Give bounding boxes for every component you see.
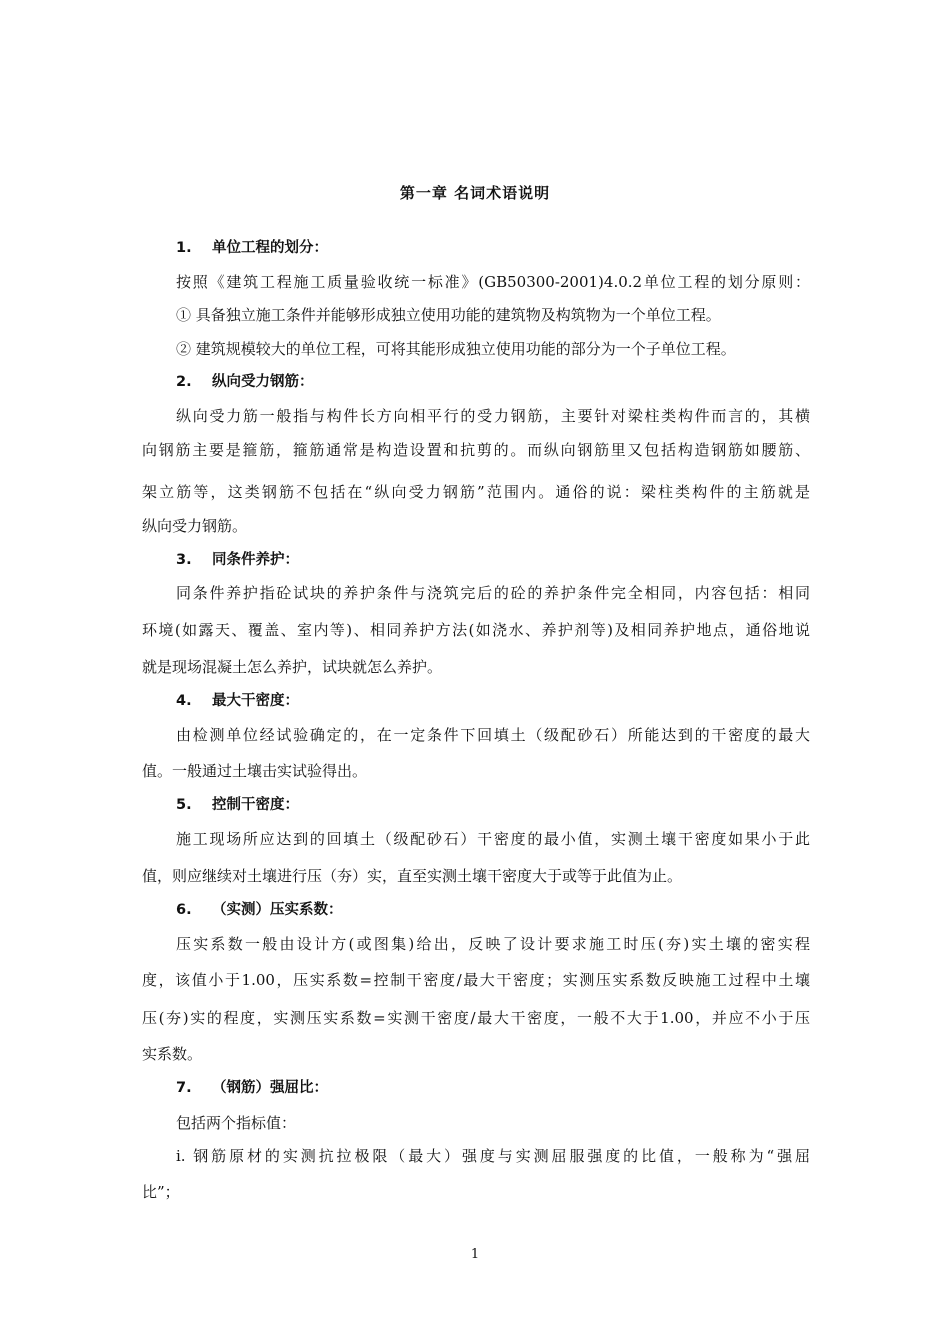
section-title: 同条件养护：	[212, 552, 299, 568]
section-title: 控制干密度：	[212, 797, 299, 813]
body-line: 架立筋等，这类钢筋不包括在“纵向受力钢筋”范围内。通俗的说：梁柱类构件的主筋就是	[142, 483, 810, 501]
body-line: 环境(如露天、覆盖、室内等)、相同养护方法(如浇水、养护剂等)及相同养护地点，通俗地说	[142, 621, 810, 639]
body-line: 就是现场混凝土怎么养护，试块就怎么养护。	[142, 658, 443, 676]
section-number: 4.	[176, 693, 192, 709]
section-heading-1	[176, 238, 328, 258]
section-number: 3.	[176, 552, 192, 568]
body-line: 包括两个指标值：	[176, 1114, 297, 1132]
body-line: 压(夯)实的程度，实测压实系数=实测干密度/最大干密度，一般不大于1.00，并应不小于压	[142, 1009, 810, 1027]
section-title: 单位工程的划分：	[212, 240, 328, 256]
section-heading-7	[176, 1078, 328, 1098]
body-line: 值。一般通过土壤击实试验得出。	[142, 762, 368, 780]
section-heading-3	[176, 550, 299, 570]
body-line: 纵向受力筋一般指与构件长方向相平行的受力钢筋，主要针对梁柱类构件而言的，其横	[176, 407, 810, 425]
body-line: 纵向受力钢筋。	[142, 517, 248, 535]
section-heading-4	[176, 691, 299, 711]
section-title: （钢筋）强屈比：	[212, 1080, 328, 1096]
body-line: 同条件养护指砼试块的养护条件与浇筑完后的砼的养护条件完全相同，内容包括：相同	[176, 584, 810, 602]
body-line: 度，该值小于1.00，压实系数=控制干密度/最大干密度；实测压实系数反映施工过程中土壤	[142, 971, 810, 989]
body-line: 由检测单位经试验确定的，在一定条件下回填土（级配砂石）所能达到的干密度的最大	[176, 726, 810, 744]
section-number: 5.	[176, 797, 192, 813]
section-number: 6.	[176, 902, 192, 918]
list-item: ① 具备独立施工条件并能够形成独立使用功能的建筑物及构筑物为一个单位工程。	[176, 306, 721, 324]
section-title: （实测）压实系数：	[212, 902, 343, 918]
body-line: 实系数。	[142, 1045, 203, 1063]
page-number: 1	[470, 1247, 480, 1262]
body-line: 向钢筋主要是箍筋，箍筋通常是构造设置和抗剪的。而纵向钢筋里又包括构造钢筋如腰筋、	[142, 441, 810, 459]
list-item: i. 钢筋原材的实测抗拉极限（最大）强度与实测屈服强度的比值，一般称为“强屈	[176, 1147, 810, 1165]
body-line: 比”；	[142, 1183, 180, 1201]
section-number: 2.	[176, 374, 192, 390]
section-title: 纵向受力钢筋：	[212, 374, 314, 390]
list-item: ② 建筑规模较大的单位工程，可将其能形成独立使用功能的部分为一个子单位工程。	[176, 340, 736, 358]
body-line: 按照《建筑工程施工质量验收统一标准》(GB50300-2001)4.0.2单位工程的划分原则：	[176, 273, 810, 291]
chapter-title: 第一章 名词术语说明	[399, 184, 551, 202]
section-title: 最大干密度：	[212, 693, 299, 709]
body-line: 施工现场所应达到的回填土（级配砂石）干密度的最小值，实测土壤干密度如果小于此	[176, 830, 810, 848]
body-line: 压实系数一般由设计方(或图集)给出，反映了设计要求施工时压(夯)实土壤的密实程	[176, 935, 810, 953]
body-line: 值，则应继续对土壤进行压（夯）实，直至实测土壤干密度大于或等于此值为止。	[142, 867, 683, 885]
section-heading-2	[176, 372, 314, 392]
section-heading-6	[176, 900, 343, 920]
section-heading-5	[176, 795, 299, 815]
section-number: 7.	[176, 1080, 192, 1096]
section-number: 1.	[176, 240, 192, 256]
